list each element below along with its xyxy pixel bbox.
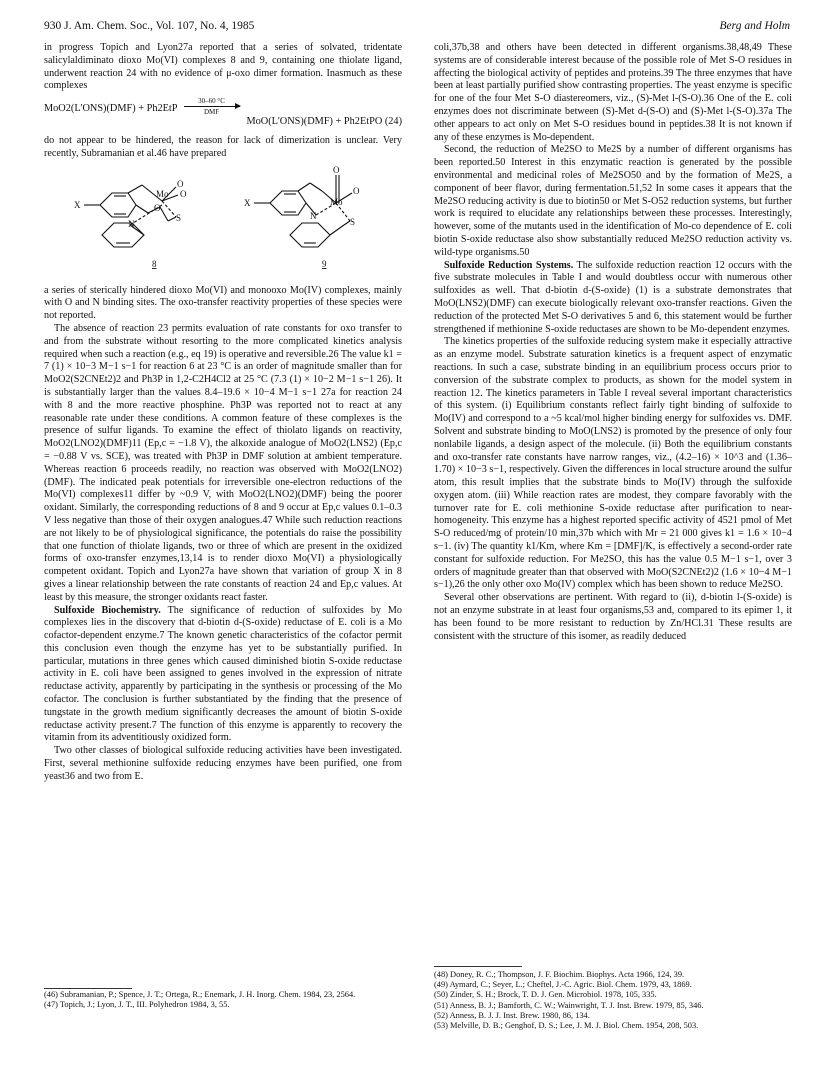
- footnote: (49) Aymard, C.; Seyer, L.; Cheftel, J.-C. Agric. Biol. Chem. 1979, 43, 1869.: [434, 980, 692, 990]
- structure-label-9: 9: [322, 258, 327, 269]
- footnote: (47) Topich, J.; Lyon, J. T., III. Polyhedron 1984, 3, 55.: [44, 1000, 230, 1010]
- footnote-rule: [434, 966, 522, 967]
- svg-text:O: O: [353, 185, 360, 196]
- svg-text:X: X: [74, 199, 81, 210]
- paragraph: Two other classes of biological sulfoxide reducing activities have been investigated. First, several methionine sulfoxide reducing enzymes have been purified, one from yeast36 and two from E.: [44, 745, 402, 782]
- svg-text:O: O: [154, 202, 161, 213]
- right-column: [434, 42, 792, 643]
- page-number-journal: 930 J. Am. Chem. Soc., Vol. 107, No. 4, 1985: [44, 20, 255, 32]
- paragraph: do not appear to be hindered, the reason for lack of dimerization is unclear. Very recently, Subramanian et al.46 have prepared: [44, 134, 402, 159]
- section-heading: Sulfoxide Biochemistry.: [54, 604, 161, 616]
- svg-text:Mo: Mo: [156, 188, 169, 199]
- structure-figure: [44, 163, 402, 281]
- paragraph: coli,37b,38 and others have been detected in different organisms.38,48,49 These systems are of considerable interest because of the possible role of Met S-O residues in affecting the biological activity of peptides and proteins.39 The three enzymes that have been at least partially purified show contrasting properties. The yeast enzyme is specific for one of the four Met S-O diastereomers, viz., (S)-Met l-(S-O).36 One of the E. coli enzymes does not discriminate between (S)-Met d-(S-O) and (S)-Met l-(S-O).37a The other appears to act only on Met S-O residues bound in peptides.38 It is not known if any of these enzymes is Mo-dependent.: [434, 42, 792, 143]
- svg-text:O: O: [333, 164, 340, 175]
- paragraph: The absence of reaction 23 permits evaluation of rate constants for oxo transfer to and from the substrate without resorting to the more complicated kinetics analysis required when such a reaction (e.g., eq 19) is operative and reversible.26 The value k1 = 7 (1) × 10−3 M−1 s−1 for reaction 6 at 23 °C is an order of magnitude smaller than for MoO2(S2CNEt2)2 and Ph3P in 1,2-C2H4Cl2 at 25 °C (7.3 (1) × 10−2 M−1 s−1 26). It is substantially larger than the values 8.4–19.6 × 10−4 M−1 s−1 27a for reaction 24 with 8 and the more reactive phosphine. Ph3P was reported not to react at any reasonable rate under these conditions. A common feature of these complexes is the presence of sulfur ligands. To examine the effect of thiolato ligands on reactivity, MoO2(LNO2)(DMF)11 (Ep,c = −1.8 V), the alkoxide analogue of MoO2(LNS2) (Ep,c = −0.88 V vs. SCE), was treated with Ph3P in DMF solution at ambient temperature. Whereas reaction 6 proceeds readily, no reaction was observed with MoO2(LNO2)(DMF). The indicated peak potentials for irreversible one-electron reductions of the Mo(VI) complexes11 differ by ~0.9 V, with MoO2(LNO2)(DMF) being the poorer oxidant. Similarly, the corresponding reductions of 8 and 9 occur at Ep,c values 0.1–0.3 V less negative than those of their oxygen analogues.47 While such reduction reactions are not likely to be of physiological significance, the potentials do raise the possibility that one function of thiolate ligands, two or three of which are present in the oxidized forms of oxo-transfer enzymes,13,14 is to render dioxo Mo(VI) a physiologically competent oxidant. Topich and Lyon27a have shown that variation of group X in 8 gives a linear relationship between the rate constants of reaction 24 and Ep,c values. At least by this measure, the stronger oxidants react faster.: [44, 322, 402, 603]
- paragraph-sulfoxide-reduction: Sulfoxide Reduction Systems. The sulfoxide reduction reaction 12 occurs with the five substrate molecules in Table I and would doubtless occur with numerous other sulfoxides as well. That d-biotin d-(S-oxide) (1) is a substrate demonstrates that MoO(LNS2)(DMF) can execute biologically relevant oxo-transfer reactions. Given the reduction of the protected Met S-O derivatives 5 and 6, this statement would be further strengthened if methionine S-oxide reductases are shown to be Mo-dependent enzymes.: [434, 259, 792, 335]
- footnote-rule: [44, 988, 132, 989]
- svg-text:O: O: [180, 188, 187, 199]
- page-header: [44, 20, 790, 40]
- svg-text:N: N: [128, 218, 135, 229]
- footnotes-left: [44, 990, 402, 1010]
- footnote: (53) Melville, D. B.; Genghof, D. S.; Lee, J. M. J. Biol. Chem. 1954, 208, 503.: [434, 1021, 699, 1031]
- footnote: (46) Subramanian, P.; Spence, J. T.; Ortega, R.; Enemark, J. H. Inorg. Chem. 1984, 23, 2564.: [44, 990, 356, 999]
- footnote: (51) Anness, B. J.; Bamforth, C. W.; Wainwright, T. J. Inst. Brew. 1979, 85, 346.: [434, 1000, 704, 1010]
- chemical-structures: [44, 163, 402, 281]
- equation-reactants: MoO2(L'ONS)(DMF) + Ph2EtP: [44, 103, 178, 115]
- footnotes-right: [434, 970, 792, 1031]
- svg-text:S: S: [176, 212, 182, 223]
- svg-text:S: S: [350, 216, 356, 227]
- footnote: (52) Anness, B. J. J. Inst. Brew. 1980, 86, 134.: [434, 1010, 590, 1020]
- left-column: [44, 42, 402, 784]
- svg-text:N: N: [310, 210, 317, 221]
- svg-text:X: X: [244, 197, 251, 208]
- paragraph: a series of sterically hindered dioxo Mo(VI) and monooxo Mo(IV) complexes, mainly with O and N binding sites. The oxo-transfer reactivity properties of these species were not reported.: [44, 284, 402, 322]
- paragraph-sulfoxide-biochemistry: Sulfoxide Biochemistry. The significance of reduction of sulfoxides by Mo complexes lies in the discovery that d-biotin d-(S-oxide) reductase of E. coli is a Mo cofactor-dependent enzyme.7 The known genetic characteristics of the cofactor permit this conclusion even though the enzyme has yet to be substantially purified. In particular, mutations in three genes which caused diminished biotin S-oxide reductase activity in E. coli have been assigned to genes involved in the expression of nitrate reductase activity, apparently by participating in the synthesis or processing of the Mo cofactor. The conclusion is further substantiated by the finding that the presence of tungstate in the growth medium significantly decreases the amount of biotin S-oxide reductase activity present.7 The function of this enzyme is apparently to recovery the vitamin from its adventitiously oxidized form.: [44, 604, 402, 744]
- reaction-arrow: [184, 97, 240, 116]
- section-heading: Sulfoxide Reduction Systems.: [444, 259, 574, 271]
- structure-label-8: 8: [152, 258, 157, 269]
- svg-text:O: O: [177, 178, 184, 189]
- paragraph: Several other observations are pertinent. With regard to (ii), d-biotin l-(S-oxide) is not an enzyme substrate in at least four organisms,53 and, compared to its epimer 1, it has been found to be more resistant to reduction by Zn/HCl.31 These results are consistent with the structure of this isomer, as readily deduced: [434, 592, 792, 642]
- arrow-conditions-bottom: DMF: [203, 108, 220, 117]
- svg-text:Mo: Mo: [330, 196, 343, 207]
- paragraph: Second, the reduction of Me2SO to Me2S by a number of different organisms has been reported.50 Interest in this enzymatic reaction is generated by the possible environmental and medicinal roles of Me2SO50 and by the formation of Me2S, a component of beer flavor, during fermentation.51,52 In some cases it appears that the Me2SO reducing activity is due to biotin50 or Met S-O52 reduction systems, but further work is required to elucidate any relationships between these processes. Interestingly, however, some of the mutants used in the identification of Mo-co dependence of E. coli biotin S-oxide reductase also show substantially reduced Me2SO reduction activity vs. wild-type organisms.50: [434, 144, 792, 258]
- arrow-conditions-top: 30–60 °C: [198, 97, 225, 106]
- equation-24: [44, 97, 402, 129]
- footnote: (50) Zinder, S. H.; Brock, T. D. J. Gen. Microbiol. 1978, 105, 335.: [434, 990, 657, 1000]
- paragraph: The kinetics properties of the sulfoxide reducing system make it especially attractive as an enzyme model. Substrate saturation kinetics is a frequent aspect of enzymatic reactions. In such a case, substrate binding in an equilibrium process occurs prior to conversion of the substrate complex to products, as shown for the model system in reaction 12. The kinetics parameters in Table I reveal several important characteristics of this system. (i) Equilibrium constants reflect fairly tight binding of sulfoxide to Mo(IV) and correspond to a ~5 kcal/mol higher binding energy for sulfoxides vs. DMF. Solvent and substrate binding to MoO(LNS2) is promoted by the presence of only four nonlabile ligands, a design aspect of the molecule. (ii) Both the equilibrium constants and oxo-transfer rate constants have narrow ranges, viz., (4.2–16) × 10^3 and (1.36–1.70) × 10−3 s−1, respectively. Given the differences in local structure around the sulfur atom, this result implies that the substrate binds to Mo(IV) through the sulfoxide oxygen atom. (iii) While reaction rates are modest, they compare favorably with the turnover rate for E. coli methionine S-oxide reductase after purification to near-homogeneity. This enzyme has a highest reported specific activity of 4521 pmol of Met S-O reduced/mg of protein/10 min,37b which with Mr = 21 000 gives k1 = 1.6 × 10−4 s−1. (iv) The quantity k1/Km, where Km = [DMF]/K, is effectively a second-order rate constant for sulfoxide reduction. For Me2SO, this has the value 0.5 M−1 s−1, over 3 orders of magnitude greater than that observed with MoO(S2CNEt2)2 (1.6 × 10−4 M−1 s−1),26 the only other oxo Mo(IV) complex which has been shown to reduce Me2SO.: [434, 336, 792, 591]
- footnote: (48) Doney, R. C.; Thompson, J. F. Biochim. Biophys. Acta 1966, 124, 39.: [434, 970, 685, 979]
- structure-9-drawing: [254, 175, 352, 247]
- equation-products: MoO(L'ONS)(DMF) + Ph2EtPO (24): [246, 116, 402, 128]
- running-authors: Berg and Holm: [719, 20, 790, 32]
- paragraph: in progress Topich and Lyon27a reported that a series of solvated, tridentate salicylaldiminato dioxo Mo(VI) complexes 8 and 9, containing one thiolate ligand, underwent reaction 24 with no evidence of μ-oxo dimer formation. Inasmuch as these complexes: [44, 42, 402, 92]
